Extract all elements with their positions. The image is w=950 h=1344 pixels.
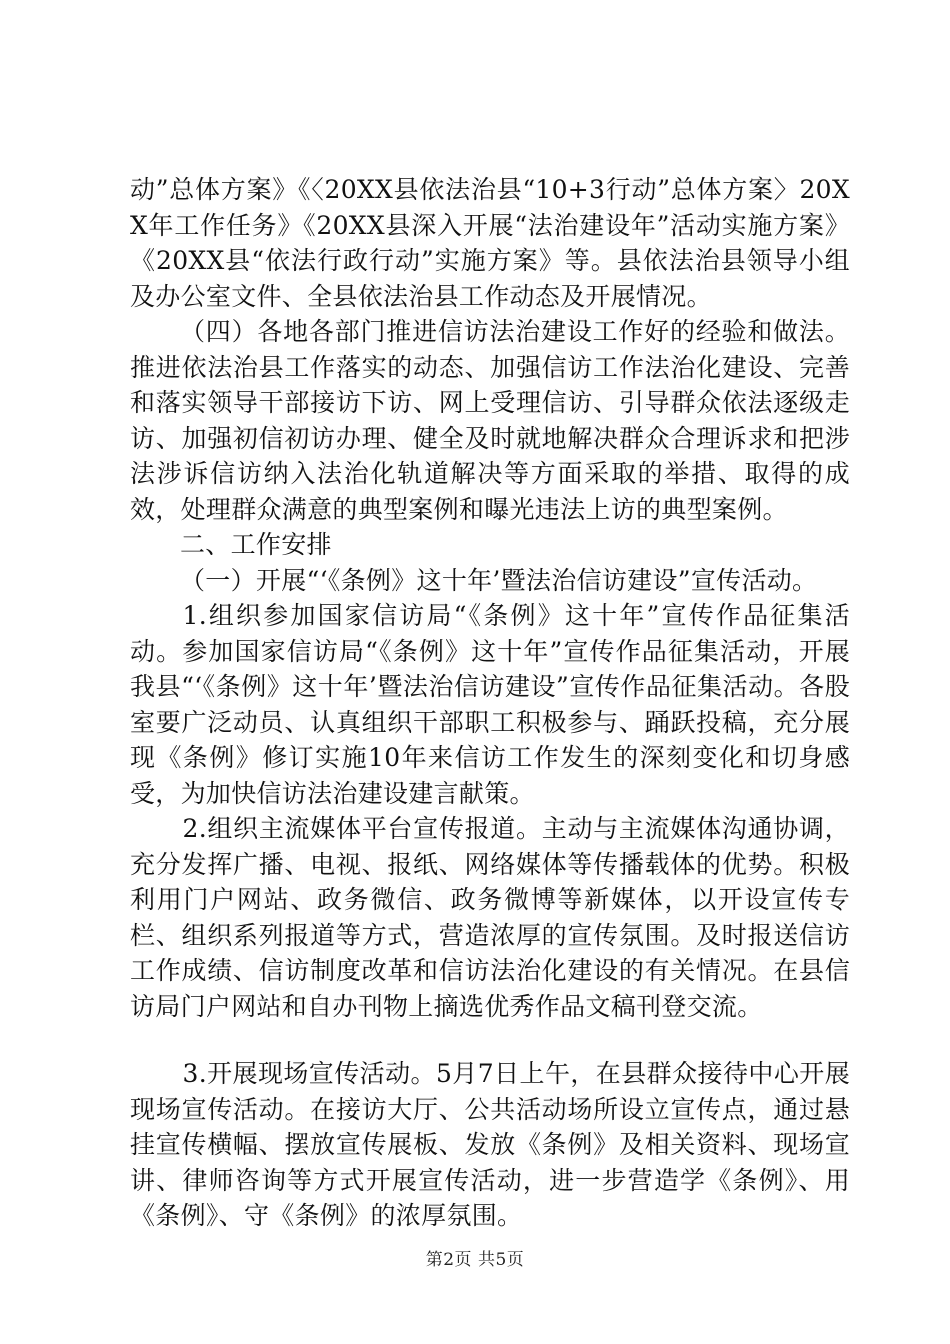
document-body: [130, 172, 850, 1234]
subheading-item-one: （一）开展“‘《条例》这十年’暨法治信访建设”宣传活动。: [180, 565, 818, 595]
paragraph-section-four: （四）各地各部门推进信访法治建设工作好的经验和做法。推进依法治县工作落实的动态、加强信访工作法治化建设、完善和落实领导干部接访下访、网上受理信访、引导群众依法逐级走访、加强初信初访办理、健全及时就地解决群众合理诉求和把涉法涉诉信访纳入法治化轨道解决等方面采取的举措、取得的成效，处理群众满意的典型案例和曝光违法上访的典型案例。: [130, 317, 850, 524]
paragraph-item-1: 1.组织参加国家信访局“《条例》这十年”宣传作品征集活动。参加国家信访局“《条例》这十年”宣传作品征集活动，开展我县“‘《条例》这十年’暨法治信访建设”宣传作品征集活动。各股室要广泛动员、认真组织干部职工积极参与、踊跃投稿，充分展现《条例》修订实施10年来信访工作发生的深刻变化和切身感受，为加快信访法治建设建言献策。: [130, 601, 850, 808]
paragraph-continuation: 动”总体方案》《〈20XX县依法治县“10+3行动”总体方案〉20XX年工作任务》《20XX县深入开展“法治建设年”活动实施方案》《20XX县“依法行政行动”实施方案》等。县依法治县领导小组及办公室文件、全县依法治县工作动态及开展情况。: [130, 175, 850, 311]
paragraph-item-3: 3.开展现场宣传活动。5月7日上午，在县群众接待中心开展现场宣传活动。在接访大厅、公共活动场所设立宣传点，通过悬挂宣传横幅、摆放宣传展板、发放《条例》及相关资料、现场宣讲、律师咨询等方式开展宣传活动，进一步营造学《条例》、用《条例》、守《条例》的浓厚氛围。: [130, 1059, 850, 1230]
heading-work-arrangement: 二、工作安排: [180, 530, 332, 559]
paragraph-item-2: 2.组织主流媒体平台宣传报道。主动与主流媒体沟通协调，充分发挥广播、电视、报纸、网络媒体等传播载体的优势。积极利用门户网站、政务微信、政务微博等新媒体，以开设宣传专栏、组织系列报道等方式，营造浓厚的宣传氛围。及时报送信访工作成绩、信访制度改革和信访法治化建设的有关情况。在县信访局门户网站和自办刊物上摘选优秀作品文稿刊登交流。: [130, 814, 850, 1021]
paragraph-gap: [130, 1024, 850, 1056]
page-number-footer: 第2页 共5页: [425, 1250, 525, 1270]
